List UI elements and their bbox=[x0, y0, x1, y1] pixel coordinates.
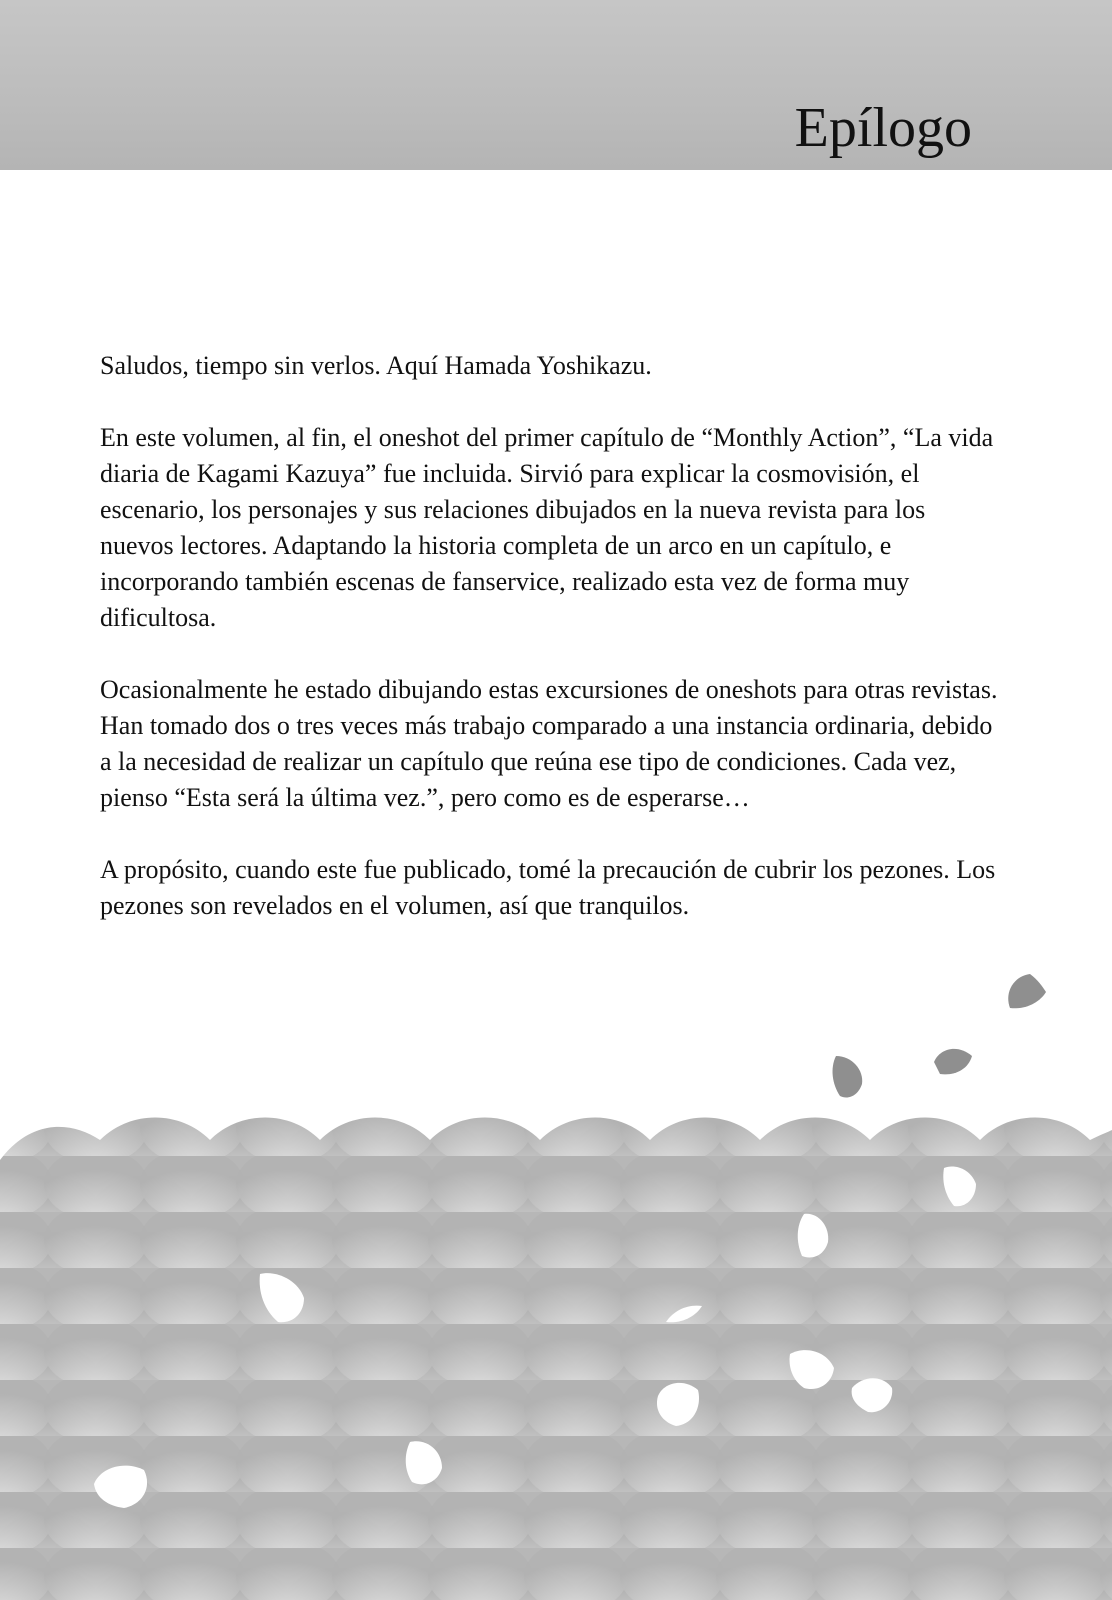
petal-white-3 bbox=[256, 1270, 308, 1326]
paragraph-oneshot: En este volumen, al fin, el oneshot del primer capítulo de “Monthly Action”, “La vida diaria de Kagami Kazuya” fue incluida. Sirvió para explicar la cosmovisión, el escenario, los personajes y sus relaciones dibujados en la nueva revista para los nuevos lectores. Adaptando la historia completa de un arco en un capítulo, e incorporando también escenas de fanservice, realizado esta vez de forma muy dificultosa. bbox=[100, 423, 994, 632]
petal-white-1 bbox=[940, 1164, 980, 1210]
petal-white-8 bbox=[402, 1438, 446, 1488]
paragraph-publication: A propósito, cuando este fue publicado, tomé la precaución de cubrir los pezones. Los pezones son revelados en el volumen, así que tranquilos. bbox=[100, 855, 996, 920]
petal-white-2 bbox=[794, 1212, 834, 1260]
petal-white-9 bbox=[90, 1460, 154, 1512]
petal-white-7 bbox=[652, 1378, 704, 1430]
petal-gray-2 bbox=[932, 1044, 976, 1078]
paragraph-greeting: Saludos, tiempo sin verlos. Aquí Hamada Yoshikazu. bbox=[100, 351, 652, 380]
petal-gray-1 bbox=[1004, 972, 1048, 1012]
page-title: Epílogo bbox=[794, 97, 972, 159]
body-text bbox=[100, 348, 1000, 960]
petal-white-4 bbox=[664, 1302, 704, 1326]
petal-gray-3 bbox=[828, 1054, 868, 1100]
paragraph-excursions: Ocasionalmente he estado dibujando estas excursiones de oneshots para otras revistas. Han tomado dos o tres veces más trabajo comparado a una instancia ordinaria, debido a la necesidad de realizar un capítulo que reúna ese tipo de condiciones. Cada vez, pienso “Esta será la última vez.”, pero como es de esperarse… bbox=[100, 675, 998, 812]
petal-white-5 bbox=[786, 1346, 838, 1394]
petal-white-6 bbox=[850, 1374, 896, 1416]
